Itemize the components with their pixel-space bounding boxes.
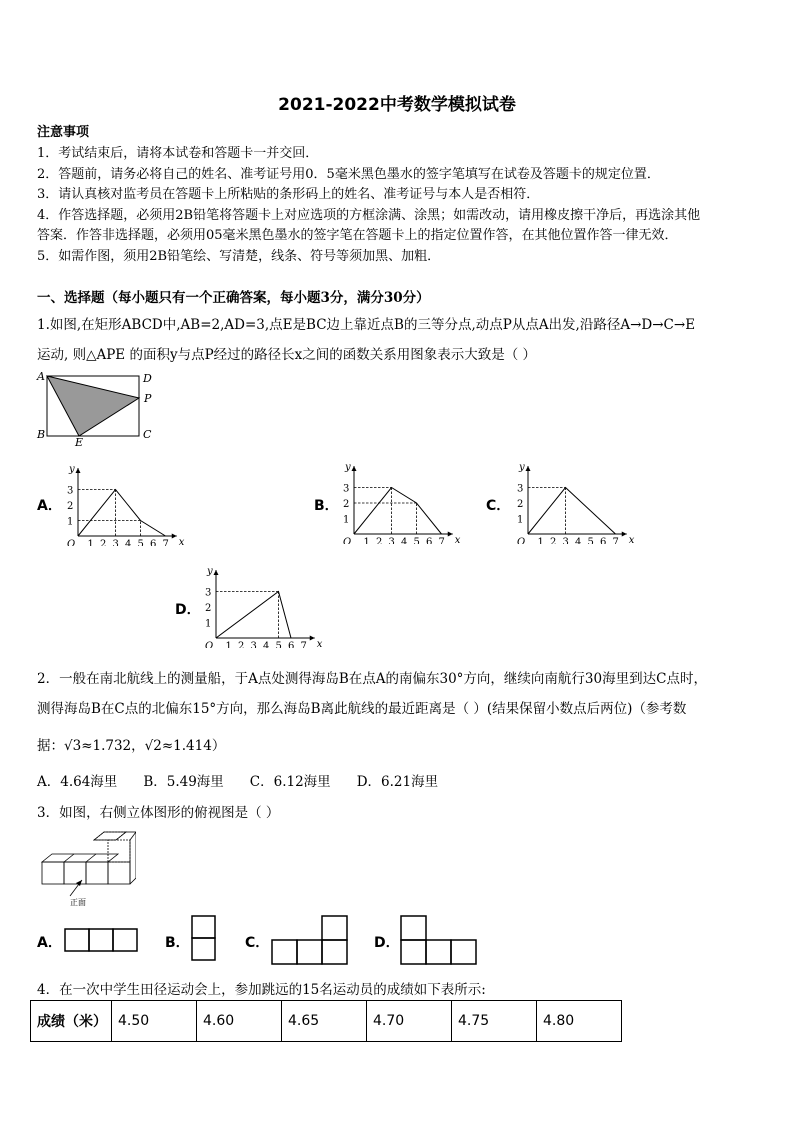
origin-label: O <box>205 641 214 648</box>
label-C: C <box>143 428 152 441</box>
notice-heading: 注意事项 <box>37 125 90 140</box>
y-tick-label: 2 <box>205 603 212 614</box>
origin-label: O <box>67 539 76 546</box>
q1-option-c[interactable]: C． <box>486 498 511 514</box>
question-2-line2: 测得海岛B在C点的北偏东15°方向，那么海岛B离此航线的最近距离是（ ）(结果保留小数点后两位)（参考数 <box>37 701 687 717</box>
x-tick-label: 7 <box>612 537 619 544</box>
x-tick-label: 4 <box>575 537 582 544</box>
section-heading: 一、选择题（每小题只有一个正确答案，每小题3分，满分30分） <box>37 290 430 306</box>
x-tick-label: 7 <box>162 539 169 546</box>
y-tick-label: 2 <box>67 501 74 512</box>
x-axis-label: x <box>178 537 185 546</box>
q2-option-d[interactable]: D．6.21海里 <box>356 774 439 790</box>
notice-item: 答案．作答非选择题，必须用05毫米黑色墨水的签字笔在答题卡上的指定位置作答，在其他位置作答一律无效． <box>37 228 678 243</box>
table-cell: 4.65 <box>282 1001 367 1042</box>
x-tick-label: 4 <box>125 539 132 546</box>
notice-item: 4．作答选择题，必须用2B铅笔将答题卡上对应选项的方框涂满、涂黑；如需改动，请用橡皮擦干净后，再选涂其他 <box>37 208 701 223</box>
q1-option-a[interactable]: A． <box>37 498 62 514</box>
y-tick-label: 1 <box>343 514 350 526</box>
y-tick-label: 3 <box>343 483 350 495</box>
x-tick-label: 4 <box>263 641 270 648</box>
x-axis-label: x <box>628 535 635 544</box>
table-cell: 4.60 <box>197 1001 282 1042</box>
y-tick-label: 2 <box>343 499 350 510</box>
x-tick-label: 3 <box>388 537 395 544</box>
table-cell: 4.70 <box>367 1001 452 1042</box>
q1-option-d[interactable]: D． <box>175 602 201 618</box>
x-tick-label: 2 <box>376 537 383 544</box>
label-A: A <box>37 370 45 383</box>
x-tick-label: 1 <box>225 641 232 648</box>
q3-option-c[interactable]: C． <box>245 935 270 951</box>
score-table <box>30 1000 622 1042</box>
notice-item: 1．考试结束后，请将本试卷和答题卡一并交回． <box>37 146 319 161</box>
y-tick-label: 1 <box>517 514 524 526</box>
x-tick-label: 6 <box>150 539 157 546</box>
question-4-line1: 4．在一次中学生田径运动会上，参加跳远的15名运动员的成绩如下表所示: <box>37 982 486 998</box>
x-tick-label: 4 <box>401 537 408 544</box>
label-D: D <box>143 372 152 385</box>
q3-option-a[interactable]: A． <box>37 935 62 951</box>
question-1-line1: 1.如图,在矩形ABCD中,AB=2,AD=3,点E是BC边上靠近点B的三等分点,动点P从点A出发,沿路径A→D→C→E <box>37 317 696 333</box>
x-tick-label: 2 <box>550 537 557 544</box>
y-axis-label: y <box>69 464 75 475</box>
notice-item: 2．答题前，请务必将自己的姓名、准考证号用0．5毫米黑色墨水的签字笔填写在试卷及答题卡的规定位置． <box>37 167 660 182</box>
q1-graph-b <box>334 458 464 544</box>
y-axis-label: y <box>207 566 213 577</box>
x-tick-label: 2 <box>238 641 245 648</box>
function-line <box>216 592 291 639</box>
function-line <box>78 490 166 537</box>
x-tick-label: 7 <box>300 641 307 648</box>
q3-solid-figure <box>36 826 136 906</box>
y-tick-label: 3 <box>67 485 74 497</box>
table-header-cell: 成绩（米） <box>31 1001 112 1042</box>
x-axis-label: x <box>316 639 323 648</box>
x-tick-label: 6 <box>600 537 607 544</box>
y-tick-label: 3 <box>205 587 212 599</box>
origin-label: O <box>517 537 526 544</box>
x-tick-label: 2 <box>100 539 107 546</box>
q2-options <box>37 770 464 790</box>
table-row <box>31 1001 622 1042</box>
table-cell: 4.75 <box>452 1001 537 1042</box>
x-tick-label: 6 <box>288 641 295 648</box>
label-P: P <box>144 392 152 405</box>
notice-item: 3．请认真核对监考员在答题卡上所粘贴的条形码上的姓名、准考证号与本人是否相符． <box>37 187 540 202</box>
y-axis-arrow-icon <box>214 570 219 575</box>
q3-view-d <box>399 914 479 966</box>
x-tick-label: 3 <box>250 641 257 648</box>
x-tick-label: 5 <box>275 641 282 648</box>
q3-option-b[interactable]: B． <box>165 935 190 951</box>
y-tick-label: 1 <box>205 618 212 630</box>
function-line <box>528 488 616 535</box>
q3-view-b <box>190 914 218 964</box>
y-tick-label: 3 <box>517 483 524 495</box>
x-axis-arrow-icon <box>448 532 453 537</box>
x-tick-label: 3 <box>112 539 119 546</box>
label-E: E <box>75 436 84 448</box>
x-axis-arrow-icon <box>622 532 627 537</box>
x-axis-arrow-icon <box>172 534 177 539</box>
q1-option-b[interactable]: B． <box>314 498 339 514</box>
question-3-line1: 3．如图，右侧立体图形的俯视图是（ ） <box>37 805 280 821</box>
table-cell: 4.50 <box>112 1001 197 1042</box>
y-tick-label: 2 <box>517 499 524 510</box>
q3-view-c <box>270 914 350 966</box>
q1-rectangle-figure <box>34 366 159 448</box>
x-tick-label: 3 <box>562 537 569 544</box>
sqrt3-value: √3≈1.732 <box>64 738 132 754</box>
question-2-line3: 据：√3≈1.732，√2≈1.414） <box>37 738 226 754</box>
y-axis-arrow-icon <box>76 468 81 473</box>
x-tick-label: 7 <box>438 537 445 544</box>
q3-option-d[interactable]: D． <box>374 935 400 951</box>
x-tick-label: 5 <box>137 539 144 546</box>
sqrt2-value: √2≈1.414 <box>144 738 212 754</box>
x-tick-label: 5 <box>413 537 420 544</box>
y-tick-label: 1 <box>67 516 74 528</box>
q2-option-c[interactable]: C．6.12海里 <box>249 774 331 790</box>
x-tick-label: 5 <box>587 537 594 544</box>
origin-label: O <box>343 537 352 544</box>
q1-graph-d <box>196 562 326 648</box>
q1-graph-c <box>508 458 638 544</box>
question-1-line2: 运动, 则△APE 的面积y与点P经过的路径长x之间的函数关系用图象表示大致是（ ） <box>37 347 537 363</box>
x-tick-label: 1 <box>87 539 94 546</box>
q2-option-a[interactable]: A．4.64海里 <box>37 774 118 790</box>
x-tick-label: 1 <box>363 537 370 544</box>
front-label: 正面 <box>70 898 86 906</box>
y-axis-arrow-icon <box>526 466 531 471</box>
question-2-line1: 2．一般在南北航线上的测量船，于A点处测得海岛B在点A的南偏东30°方向，继续向南航行30海里到达C点时， <box>37 671 707 687</box>
table-cell: 4.80 <box>537 1001 622 1042</box>
x-tick-label: 1 <box>537 537 544 544</box>
y-axis-label: y <box>345 462 351 473</box>
function-line <box>354 488 442 535</box>
y-axis-label: y <box>519 462 525 473</box>
x-axis-arrow-icon <box>310 636 315 641</box>
page-title: 2021-2022中考数学模拟试卷 <box>278 95 516 115</box>
x-axis-label: x <box>454 535 461 544</box>
q1-graph-a <box>58 460 188 546</box>
y-axis-arrow-icon <box>352 466 357 471</box>
label-B: B <box>37 428 46 441</box>
q2-option-b[interactable]: B．5.49海里 <box>143 774 224 790</box>
notice-item: 5．如需作图，须用2B铅笔绘、写清楚，线条、符号等须加黑、加粗． <box>37 249 441 264</box>
q3-view-a <box>64 926 140 954</box>
x-tick-label: 6 <box>426 537 433 544</box>
